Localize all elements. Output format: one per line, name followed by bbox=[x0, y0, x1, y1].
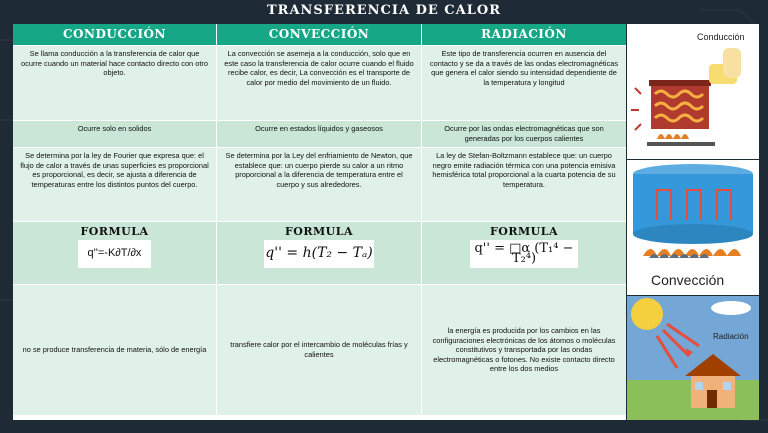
convection-label: Convección bbox=[651, 272, 725, 288]
notes-radiacion: la energía es producida por los cambios en las configuraciones electrónicas de los átomos o moléculas constitutivos y transportada por las ondas electromagnéticas o fotones. No existe contacto directo entre los dos medios bbox=[422, 285, 626, 416]
notes-conveccion: transfiere calor por el intercambio de moléculas frías y calientes bbox=[217, 285, 422, 416]
definition-conveccion: La convección se asemeja a la conducción, solo que en este caso la transferencia de calor ocurre cuando el fluido recibe calor, es decir, La convección es el transporte de calor por medio del movimiento de un fluido. bbox=[217, 46, 422, 121]
formula-fourier: q''=-K∂T/∂x bbox=[78, 240, 151, 268]
header-conveccion: CONVECCIÓN bbox=[217, 24, 422, 46]
law-radiacion: La ley de Stefan-Boltzmann establece que: un cuerpo negro emite radiación térmica con una potencia emisiva hemisférica total proporcional a la cuarta potencia de su temperatura. bbox=[422, 148, 626, 222]
header-conduccion: CONDUCCIÓN bbox=[13, 24, 217, 46]
law-conveccion: Se determina por la Ley del enfriamiento de Newton, que establece que: un cuerpo pierde su calor a un ritmo proporcional a la diferencia de temperatura entre el cuerpo y sus alrededores. bbox=[217, 148, 422, 222]
formula-cell-radiacion bbox=[422, 222, 626, 285]
formula-label: FORMULA bbox=[489, 225, 559, 238]
convection-illustration bbox=[627, 160, 759, 295]
page-title: TRANSFERENCIA DE CALOR bbox=[266, 3, 502, 18]
definition-radiacion: Este tipo de transferencia ocurren en ausencia del contacto y se da a través de las ondas electromagnéticas que genera el calor siendo su intensidad dependiente de la temperatura y longitud bbox=[422, 46, 626, 121]
formula-cell-conveccion bbox=[217, 222, 422, 285]
radiation-label: Radiación bbox=[713, 332, 749, 341]
formula-label: FORMULA bbox=[284, 225, 354, 238]
formula-stefan-boltzmann: q'' = □α (T₁⁴ − T₂⁴) bbox=[470, 240, 578, 268]
formula-label: FORMULA bbox=[80, 225, 149, 238]
formula-newton: q'' = h(T₂ − Tₐ) bbox=[264, 240, 374, 268]
notes-conduccion: no se produce transferencia de materia, sólo de energía bbox=[13, 285, 217, 416]
medium-conduccion: Ocurre solo en solidos bbox=[13, 121, 217, 148]
heat-transfer-table bbox=[13, 24, 626, 420]
medium-radiacion: Ocurre por las ondas electromagnéticas que son generadas por los cuerpos calientes bbox=[422, 121, 626, 148]
conduction-illustration bbox=[627, 24, 759, 159]
header-radiacion: RADIACIÓN bbox=[422, 24, 626, 46]
formula-cell-conduccion bbox=[13, 222, 217, 285]
conduction-pot-icon bbox=[627, 24, 759, 159]
radiation-sun-house-icon bbox=[627, 296, 759, 420]
illustration-column bbox=[627, 24, 759, 420]
radiation-illustration bbox=[627, 296, 759, 420]
medium-conveccion: Ocurre en estados líquidos y gaseosos bbox=[217, 121, 422, 148]
conduction-label: Conducción bbox=[697, 32, 745, 42]
law-conduccion: Se determina por la ley de Fourier que expresa que: el flujo de calor a través de unas superficies es proporcional es proporcional, es decir, se ajusta a diferencia de temperaturas entre los distintos puntos del cuerpo. bbox=[13, 148, 217, 222]
definition-conduccion: Se llama conducción a la transferencia de calor que ocurre cuando un material hace contacto directo con otro objeto. bbox=[13, 46, 217, 121]
